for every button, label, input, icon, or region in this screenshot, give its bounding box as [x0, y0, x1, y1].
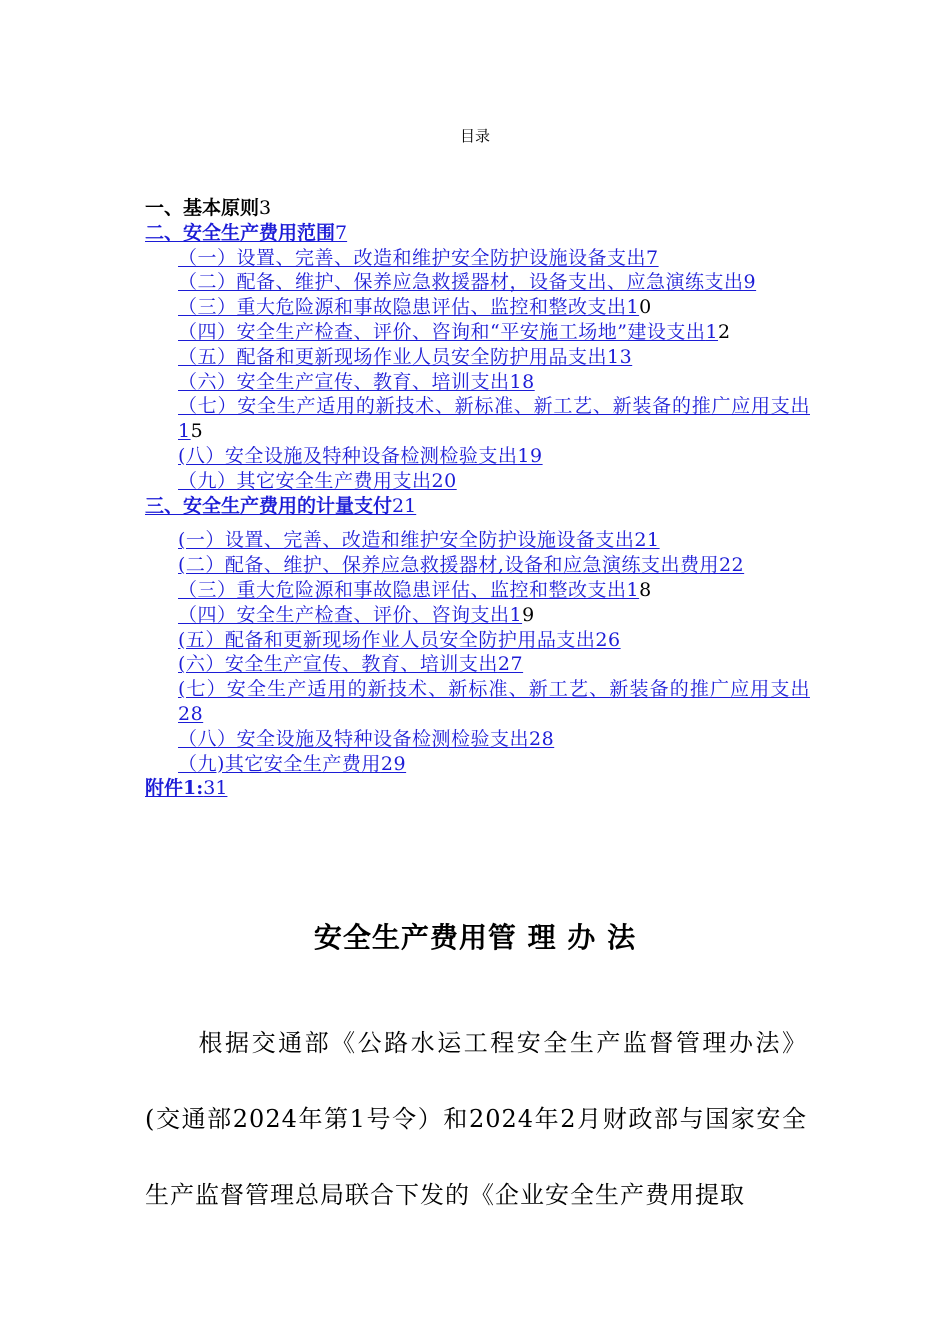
toc-entry-title[interactable]: (八）安全设施及特种设备检测检验支出 [178, 444, 518, 467]
toc-page-number[interactable]: 1 [626, 296, 640, 319]
toc-entry-title[interactable]: (二）配备、维护、保养应急救援器材,设备和应急演练支出费用 [178, 554, 719, 577]
toc-entry-title: 一、基本原则 [145, 197, 260, 219]
toc-page-number[interactable]: 27 [497, 653, 524, 676]
toc-page-number-rest: 5 [190, 420, 204, 443]
toc-page-number[interactable]: 26 [595, 628, 621, 651]
toc-entry[interactable] [145, 776, 810, 801]
toc-entry[interactable] [145, 444, 810, 469]
toc-page-number-rest: 0 [639, 296, 652, 319]
toc-entry-title[interactable]: （六）安全生产宣传、教育、培训支出 [178, 370, 510, 393]
toc-page-number: 3 [259, 197, 272, 219]
toc-page-number[interactable]: 29 [380, 752, 407, 775]
toc-page-number[interactable]: 18 [509, 370, 535, 393]
toc-entry-title[interactable]: 二、安全生产费用范围 [145, 221, 336, 244]
toc-entry-title[interactable]: 三、安全生产费用的计量支付 [145, 494, 393, 517]
toc-page-number[interactable]: 9 [743, 271, 757, 294]
toc-entry[interactable] [145, 578, 810, 603]
toc-entry-title[interactable]: 附件1: [145, 777, 204, 800]
toc-entry[interactable] [145, 752, 810, 777]
toc-page-number[interactable]: 1 [705, 320, 719, 343]
toc-entry[interactable] [145, 394, 810, 444]
toc-entry-title[interactable]: （一）设置、完善、改造和维护安全防护设施设备支出 [178, 246, 647, 269]
toc-page-number[interactable]: 31 [203, 777, 228, 800]
paragraph-text: 根据交通部《公路水运工程安全生产监督管理办法》(交通部2024年第1号令）和2024年2月财政部与国家安全生产监督管理总局联合下发的《企业安全生产费用提取 [145, 1029, 807, 1209]
toc-entry-title[interactable]: （三）重大危险源和事故隐患评估、监控和整改支出 [178, 578, 627, 601]
toc-page-number[interactable]: 20 [431, 469, 457, 492]
toc-spacer [145, 518, 810, 528]
toc-page-number[interactable]: 1 [178, 420, 191, 443]
toc-entry[interactable] [145, 628, 810, 653]
toc-entry[interactable] [145, 295, 810, 320]
toc-entry[interactable] [145, 370, 810, 395]
toc-entry-title[interactable]: （八）安全设施及特种设备检测检验支出 [178, 727, 530, 750]
toc-page-number[interactable]: 28 [178, 702, 204, 725]
toc-page-number-rest: 8 [639, 578, 652, 601]
toc-heading: 目录 [459, 127, 490, 145]
toc-page-number[interactable]: 22 [718, 554, 745, 577]
toc-page-number[interactable]: 1 [626, 578, 640, 601]
toc-entry[interactable] [145, 677, 810, 727]
toc-entry-title[interactable]: (五）配备和更新现场作业人员安全防护用品支出 [178, 628, 596, 651]
document-title: 安全生产费用管 理 办 法 [313, 921, 637, 954]
toc-page-number[interactable]: 7 [646, 246, 659, 269]
toc-entry-title[interactable]: (七）安全生产适用的新技术、新标准、新工艺、新装备的推广应用支出 [178, 678, 810, 701]
toc-entry-title[interactable]: (六）安全生产宣传、教育、培训支出 [178, 653, 498, 676]
toc-page-number[interactable]: 1 [509, 603, 523, 626]
toc-page-number[interactable]: 28 [529, 727, 555, 750]
toc-entry-title[interactable]: （四）安全生产检查、评价、咨询支出 [178, 603, 510, 626]
toc-page-number[interactable]: 19 [517, 444, 543, 467]
toc-page-number-rest: 9 [522, 603, 535, 626]
toc-entry[interactable] [145, 469, 810, 494]
toc-entry[interactable] [145, 345, 810, 370]
toc-entry[interactable] [145, 270, 810, 295]
toc-entry[interactable] [145, 528, 810, 553]
toc-entry[interactable] [145, 652, 810, 677]
toc-entry-title[interactable]: （四）安全生产检查、评价、咨询和“平安施工场地”建设支出 [178, 320, 706, 343]
toc-entry [145, 196, 810, 221]
toc-entry-title[interactable]: （九)其它安全生产费用 [178, 752, 381, 775]
toc-entry-title[interactable]: （二）配备、维护、保养应急救援器材，设备支出、应急演练支出 [178, 271, 744, 294]
toc-page-number[interactable]: 13 [607, 345, 633, 368]
toc-page-number[interactable]: 21 [392, 494, 417, 517]
toc-entry-title[interactable]: (一）设置、完善、改造和维护安全防护设施设备支出 [178, 529, 635, 552]
body-paragraph [145, 1005, 807, 1233]
toc-entry[interactable] [145, 246, 810, 271]
toc-page-number-rest: 2 [718, 320, 731, 343]
toc-entry[interactable] [145, 553, 810, 578]
toc-entry[interactable] [145, 320, 810, 345]
toc-entry-title[interactable]: （三）重大危险源和事故隐患评估、监控和整改支出 [178, 296, 627, 319]
toc-entry[interactable] [145, 727, 810, 752]
toc-entry[interactable] [145, 494, 810, 519]
toc-entry-title[interactable]: （五）配备和更新现场作业人员安全防护用品支出 [178, 345, 608, 368]
toc-page-number[interactable]: 7 [335, 221, 348, 244]
toc-page-number[interactable]: 21 [634, 529, 660, 552]
toc-entry-title[interactable]: （九）其它安全生产费用支出 [178, 469, 432, 492]
toc-entry[interactable] [145, 221, 810, 246]
toc-entry[interactable] [145, 603, 810, 628]
table-of-contents [145, 196, 810, 801]
toc-entry-title[interactable]: （七）安全生产适用的新技术、新标准、新工艺、新装备的推广应用支出 [178, 395, 810, 418]
